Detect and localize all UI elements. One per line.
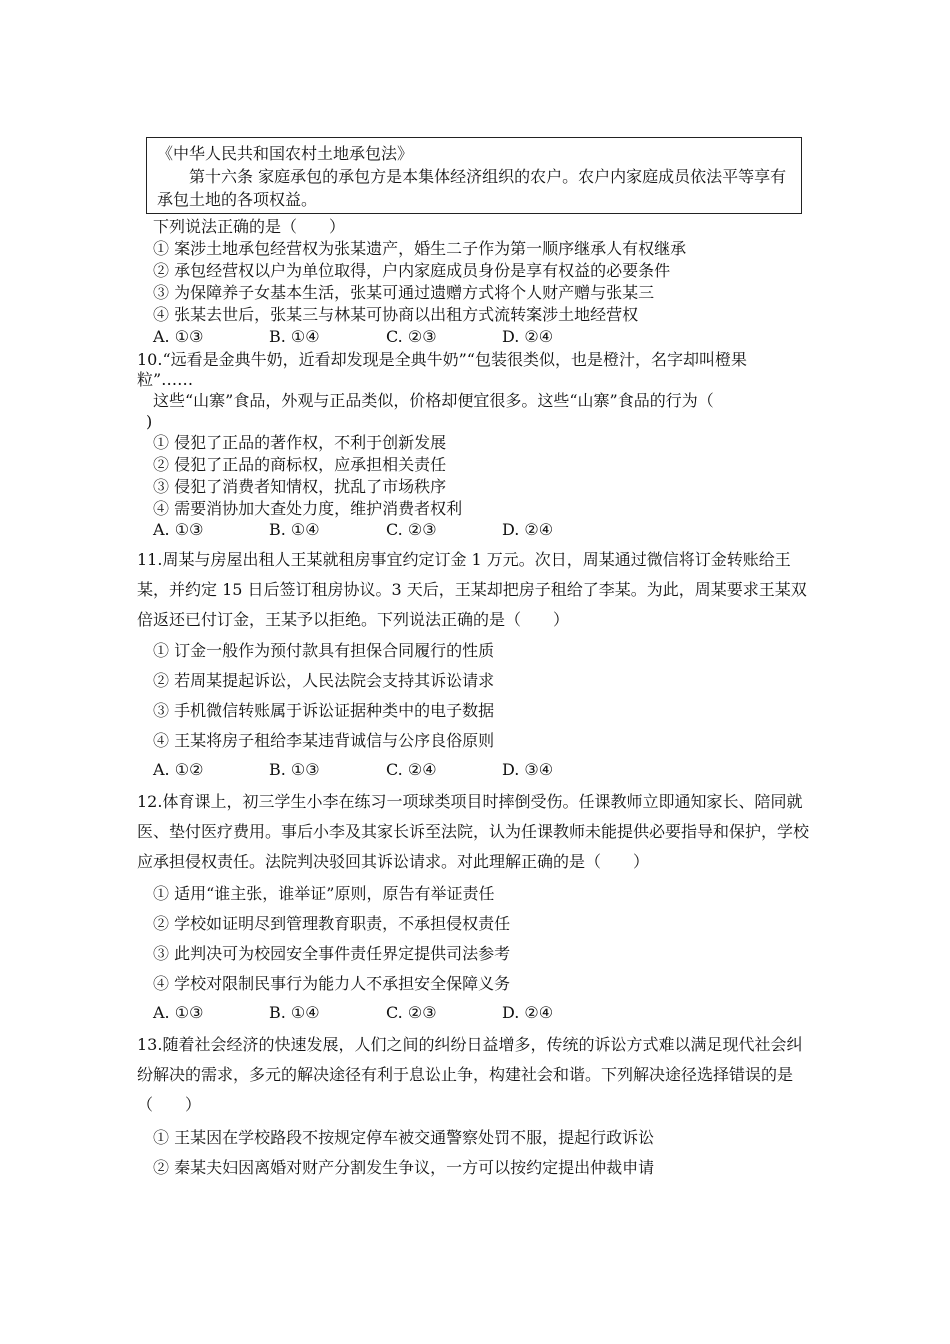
q10-option-b: B. ①④ [269,520,320,539]
law-title: 《中华人民共和国农村土地承包法》 [157,144,414,163]
q12-options [153,1003,773,1025]
q10-stem-line-1: 10.“远看是金典牛奶，近看却发现是全典牛奶”“包装很类似，也是橙汁，名字却叫橙果 [137,350,747,369]
q12-option-c: C. ②③ [386,1003,437,1022]
q11-stem: 11.周某与房屋出租人王某就租房事宜约定订金 1 万元。次日，周某通过微信将订金转账给王某，并约定 15 日后签订租房协议。3 天后，王某却把房子租给了李某。为此，周某要求王某双倍返还已付订金，王某予以拒绝。下列说法正确的是（ ） [137,550,807,629]
q10-statement-3: ③ 侵犯了消费者知情权，扰乱了市场秩序 [153,477,447,496]
q10-stem-line-4: ) [146,412,153,431]
q12-statement-2: ② 学校如证明尽到管理教育职责，不承担侵权责任 [153,914,511,933]
q10-statement-4: ④ 需要消协加大查处力度，维护消费者权利 [153,499,463,518]
q9-statement-4: ④ 张某去世后，张某三与林某可协商以出租方式流转案涉土地经营权 [153,305,639,324]
q9-statement-3: ③ 为保障养子女基本生活，张某可通过遗赠方式将个人财产赠与张某三 [153,283,655,302]
q11-option-a: A. ①② [153,760,204,779]
q11-statement-3: ③ 手机微信转账属于诉讼证据种类中的电子数据 [153,701,495,720]
q10-option-c: C. ②③ [386,520,437,539]
q12-statement-3: ③ 此判决可为校园安全事件责任界定提供司法参考 [153,944,511,963]
q9-statement-1: ① 案涉土地承包经营权为张某遗产，婚生二子作为第一顺序继承人有权继承 [153,239,687,258]
q13-stem: 13.随着社会经济的快速发展，人们之间的纠纷日益增多，传统的诉讼方式难以满足现代社会纠纷解决的需求，多元的解决途径有利于息讼止争，构建社会和谐。下列解决途径选择错误的是（ ） [137,1035,803,1114]
q9-options [153,327,773,349]
q10-stem-line-3: 这些“山寨”食品，外观与正品类似，价格却便宜很多。这些“山寨”食品的行为（ [153,391,714,410]
q10-options [153,520,773,542]
q9-stem: 下列说法正确的是（ ） [153,217,346,236]
q10-statement-2: ② 侵犯了正品的商标权，应承担相关责任 [153,455,447,474]
q10-option-d: D. ②④ [502,520,554,539]
q11-statement-1: ① 订金一般作为预付款具有担保合同履行的性质 [153,641,495,660]
q12-option-d: D. ②④ [502,1003,554,1022]
q12-stem: 12.体育课上，初三学生小李在练习一项球类项目时摔倒受伤。任课教师立即通知家长、陪同就医、垫付医疗费用。事后小李及其家长诉至法院，认为任课教师未能提供必要指导和保护，学校应承担侵权责任。法院判决驳回其诉讼请求。对此理解正确的是（ ） [137,792,810,871]
law-excerpt-box [146,137,802,214]
q12-option-b: B. ①④ [269,1003,320,1022]
q12-statement-1: ① 适用“谁主张，谁举证”原则，原告有举证责任 [153,884,495,903]
q11-option-c: C. ②④ [386,760,437,779]
q9-statement-2: ② 承包经营权以户为单位取得，户内家庭成员身份是享有权益的必要条件 [153,261,671,280]
q11-statement-4: ④ 王某将房子租给李某违背诚信与公序良俗原则 [153,731,495,750]
q9-option-b: B. ①④ [269,327,320,346]
q12-statement-4: ④ 学校对限制民事行为能力人不承担安全保障义务 [153,974,511,993]
q11-options [153,760,773,782]
q10-option-a: A. ①③ [153,520,204,539]
q11-option-b: B. ①③ [269,760,320,779]
q9-option-c: C. ②③ [386,327,437,346]
q9-option-d: D. ②④ [502,327,554,346]
q11-option-d: D. ③④ [502,760,554,779]
q10-statement-1: ① 侵犯了正品的著作权，不利于创新发展 [153,433,447,452]
q10-stem-line-2: 粒”…… [137,370,194,389]
q11-statement-2: ② 若周某提起诉讼，人民法院会支持其诉讼请求 [153,671,495,690]
q9-option-a: A. ①③ [153,327,204,346]
q13-statement-2: ② 秦某夫妇因离婚对财产分割发生争议，一方可以按约定提出仲裁申请 [153,1158,655,1177]
q13-statement-1: ① 王某因在学校路段不按规定停车被交通警察处罚不服，提起行政诉讼 [153,1128,655,1147]
law-article-text: 第十六条 家庭承包的承包方是本集体经济组织的农户。农户内家庭成员依法平等享有承包土地的各项权益。 [157,167,787,209]
q12-option-a: A. ①③ [153,1003,204,1022]
